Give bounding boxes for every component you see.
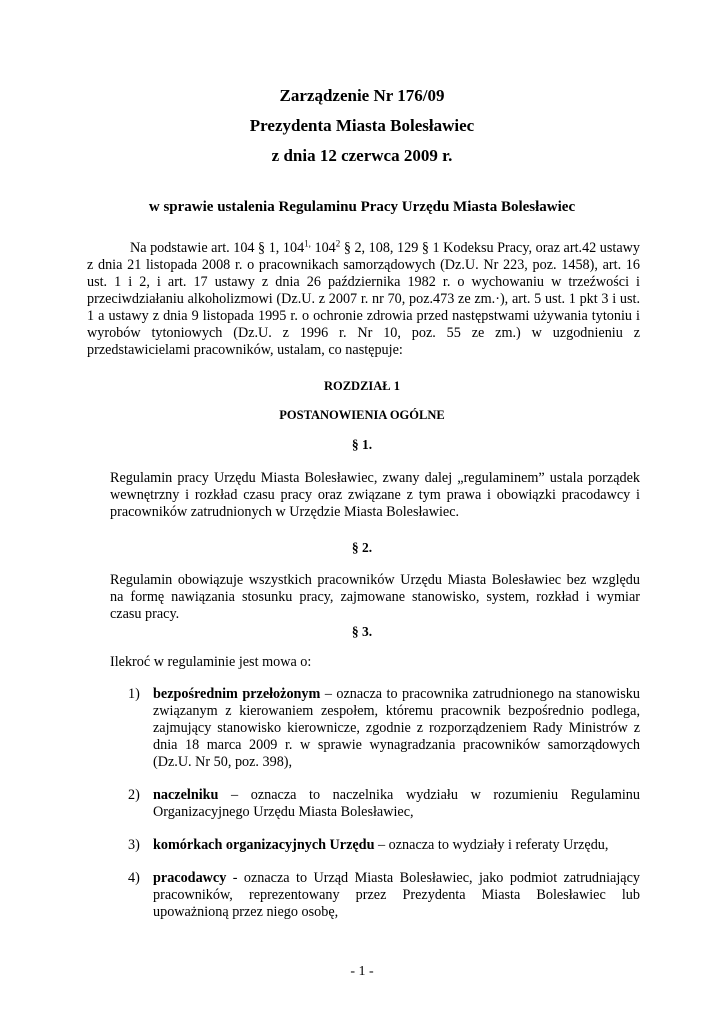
definition-number: 2) (128, 787, 140, 803)
section-2-mark: § 2. (351, 540, 373, 555)
definition-number: 3) (128, 837, 140, 853)
definition-body (153, 686, 640, 771)
chapter-label: ROZDZIAŁ 1 (323, 379, 401, 393)
section-1-text: Regulamin pracy Urzędu Miasta Bolesławiec, zwany dalej „regulaminem” ustala porządek wewnętrzny i rozkład czasu pracy oraz związane z tym prawa i obowiązki pracodawcy i pracowników zatrudnionych w Urzędzie Miasta Bolesławiec. (110, 470, 640, 520)
definition-body (153, 837, 640, 854)
definition-number: 1) (128, 686, 140, 702)
legal-basis-paragraph (87, 240, 640, 359)
section-1-mark: § 1. (351, 437, 373, 452)
legal-basis-part1: Na podstawie art. 104 § 1, 104 (130, 240, 305, 256)
section-3-intro: Ilekroć w regulaminie jest mowa o: (110, 654, 312, 670)
definition-item-4 (128, 870, 640, 921)
legal-basis-part2: 104 (310, 240, 336, 256)
section-3-mark: § 3. (351, 624, 373, 639)
definition-text: - oznacza to Urząd Miasta Bolesławiec, jako podmiot zatrudniający pracowników, reprezentowany przez Prezydenta Miasta Bolesławiec lub upoważnioną przez niego osobę, (153, 870, 640, 920)
definition-text: – oznacza to naczelnika wydziału w rozumieniu Regulaminu Organizacyjnego Urzędu Miasta Bolesławiec, (153, 787, 640, 820)
ordinance-title: Zarządzenie Nr 176/09 (279, 86, 445, 105)
legal-basis-sup1: 1, (304, 238, 311, 249)
definition-term: bezpośrednim przełożonym (153, 686, 321, 702)
definition-body (153, 787, 640, 821)
section-2-text: Regulamin obowiązuje wszystkich pracowników Urzędu Miasta Bolesławiec bez względu na formę nawiązania stosunku pracy, zajmowane stanowisko, system, rozkład i wymiar czasu pracy. (110, 572, 640, 622)
definition-item-1 (128, 686, 640, 771)
definition-text: – oznacza to pracownika zatrudnionego na stanowisku związanym z kierowaniem zespołem, któremu pracownik bezpośrednio podlega, zajmujący stanowisko kierownicze, zgodnie z rozporządzeniem Rady Ministrów z dnia 18 marca 2009 r. w sprawie wynagradzania pracowników samorządowych (Dz.U. Nr 50, poz. 398), (153, 686, 640, 770)
ordinance-subject: w sprawie ustalenia Regulaminu Pracy Urzędu Miasta Bolesławiec (148, 199, 576, 215)
chapter-title: POSTANOWIENIA OGÓLNE (279, 408, 445, 422)
definition-term: komórkach organizacyjnych Urzędu (153, 837, 375, 853)
definition-body (153, 870, 640, 921)
definition-term: naczelniku (153, 787, 219, 803)
definition-item-3 (128, 837, 640, 854)
page-number: - 1 - (350, 964, 374, 979)
ordinance-date: z dnia 12 czerwca 2009 r. (271, 146, 453, 165)
ordinance-issuer: Prezydenta Miasta Bolesławiec (249, 116, 475, 135)
definition-term: pracodawcy (153, 870, 227, 886)
definition-text: – oznacza to wydziały i referaty Urzędu, (374, 837, 609, 853)
definition-item-2 (128, 787, 640, 821)
legal-basis-part3: § 2, 108, 129 § 1 Kodeksu Pracy, oraz art.42 ustawy z dnia 21 listopada 2008 r. o pracownikach samorządowych (Dz.U. Nr 223, poz. 1458), art. 16 ust. 1 i 2, i art. 17 ustawy z dnia 26 października 1982 r. o wychowaniu w trzeźwości i przeciwdziałaniu alkoholizmowi (Dz.U. z 2007 r. nr 70, poz.473 ze zm.·), art. 5 ust. 1 pkt 3 i ust. 1 a ustawy z dnia 9 listopada 1995 r. o ochronie zdrowia przed następstwami używania tytoniu i wyrobów tytoniowych (Dz.U. z 1996 r. Nr 10, poz. 55 ze zm.) w uzgodnieniu z przedstawicielami pracowników, ustalam, co następuje: (87, 240, 641, 358)
legal-basis-sup2: 2 (335, 238, 341, 249)
definition-number: 4) (128, 870, 140, 886)
